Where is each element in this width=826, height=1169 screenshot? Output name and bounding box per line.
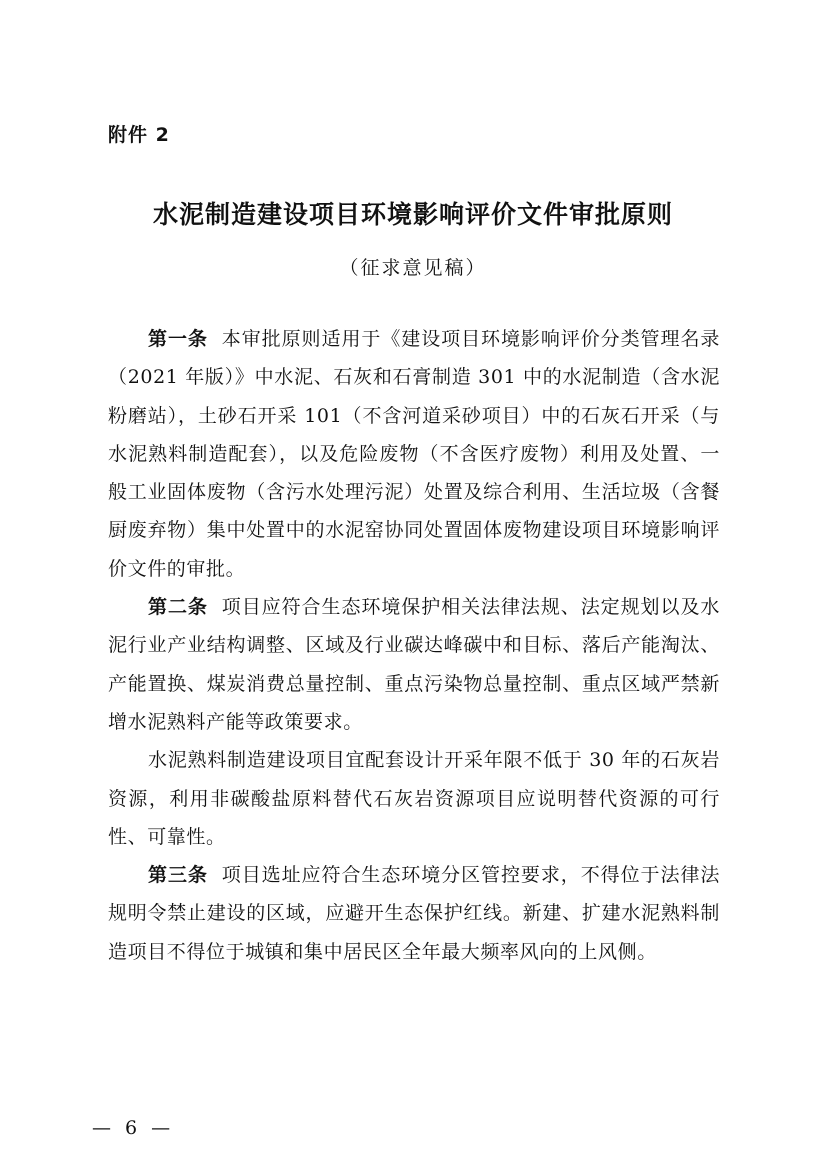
paragraph-text: 本审批原则适用于《建设项目环境影响评价分类管理名录（2021 年版）》中水泥、石灰和石膏制造 301 中的水泥制造（含水泥粉磨站），土砂石开采 101（不含河道采砂项目）中的石灰石开采（与水泥熟料制造配套），以及危险废物（不含医疗废物）利用及处置、一般工业固体废物（含污水处理污泥）处置及综合利用、生活垃圾（含餐厨废弃物）集中处置中的水泥窑协同处置固体废物建设项目环境影响评价文件的审批。 (108, 328, 720, 580)
article-heading: 第三条 (148, 864, 208, 887)
document-title: 水泥制造建设项目环境影响评价文件审批原则 (152, 200, 673, 229)
paragraph-article-1 (108, 320, 720, 588)
paragraph-text: 项目应符合生态环境保护相关法律法规、法定规划以及水泥行业产业结构调整、区域及行业碳达峰碳中和目标、落后产能淘汰、产能置换、煤炭消费总量控制、重点污染物总量控制、重点区域严禁新增水泥熟料产能等政策要求。 (108, 596, 720, 733)
document-body (108, 320, 720, 971)
article-heading: 第二条 (148, 596, 208, 619)
paragraph-article-3 (108, 856, 720, 971)
attachment-label: 附件 2 (108, 124, 170, 146)
article-heading: 第一条 (148, 328, 208, 350)
paragraph-text: 水泥熟料制造建设项目宜配套设计开采年限不低于 30 年的石灰岩资源，利用非碳酸盐原料替代石灰岩资源项目应说明替代资源的可行性、可靠性。 (108, 749, 720, 848)
paragraph-text: 项目选址应符合生态环境分区管控要求，不得位于法律法规明令禁止建设的区域，应避开生态保护红线。新建、扩建水泥熟料制造项目不得位于城镇和集中居民区全年最大频率风向的上风侧。 (108, 864, 720, 963)
document-subtitle: （征求意见稿） (339, 257, 487, 279)
paragraph-article-2 (108, 588, 720, 741)
paragraph-article-2-cont (108, 741, 720, 856)
page-number: — 6 — (92, 1117, 175, 1139)
